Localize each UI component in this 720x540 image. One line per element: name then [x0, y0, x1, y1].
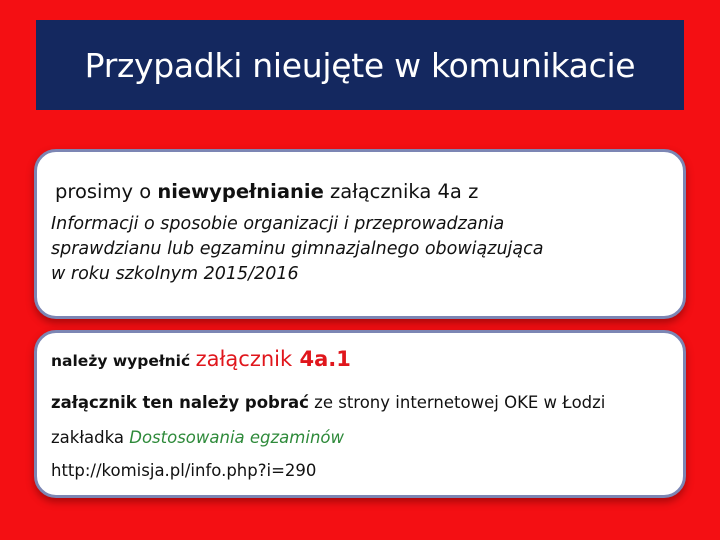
tab-instruction — [51, 428, 344, 447]
intro-suffix: załącznika 4a z — [323, 180, 479, 203]
intro-bold: niewypełnianie — [157, 180, 324, 203]
slide-title: Przypadki nieujęte w komunikacie — [84, 45, 636, 85]
fill-instruction — [51, 347, 351, 371]
intro-line — [55, 180, 478, 203]
title-bar — [36, 20, 684, 110]
tab-prefix: zakładka — [51, 428, 130, 447]
tab-name: Dostosowania egzaminów — [129, 428, 344, 447]
attachment-word: załącznik — [195, 347, 293, 371]
document-title-line-2: sprawdzianu lub egzaminu gimnazjalnego obowiązująca — [51, 239, 544, 259]
intro-prefix: prosimy o — [55, 180, 158, 203]
document-title-line-1: Informacji o sposobie organizacji i przeprowadzania — [51, 214, 505, 234]
info-card-1 — [34, 149, 686, 319]
attachment-name — [196, 347, 351, 371]
download-bold: załącznik ten należy pobrać — [51, 393, 309, 412]
fill-prefix: należy wypełnić — [51, 352, 196, 370]
document-title-block — [51, 212, 651, 287]
attachment-number: 4a.1 — [292, 347, 351, 371]
document-title-line-3: w roku szkolnym 2015/2016 — [51, 264, 299, 284]
download-rest: ze strony internetowej OKE w Łodzi — [308, 393, 606, 412]
url-text[interactable]: http://komisja.pl/info.php?i=290 — [51, 461, 317, 480]
info-card-2 — [34, 330, 686, 498]
download-instruction — [51, 393, 605, 412]
